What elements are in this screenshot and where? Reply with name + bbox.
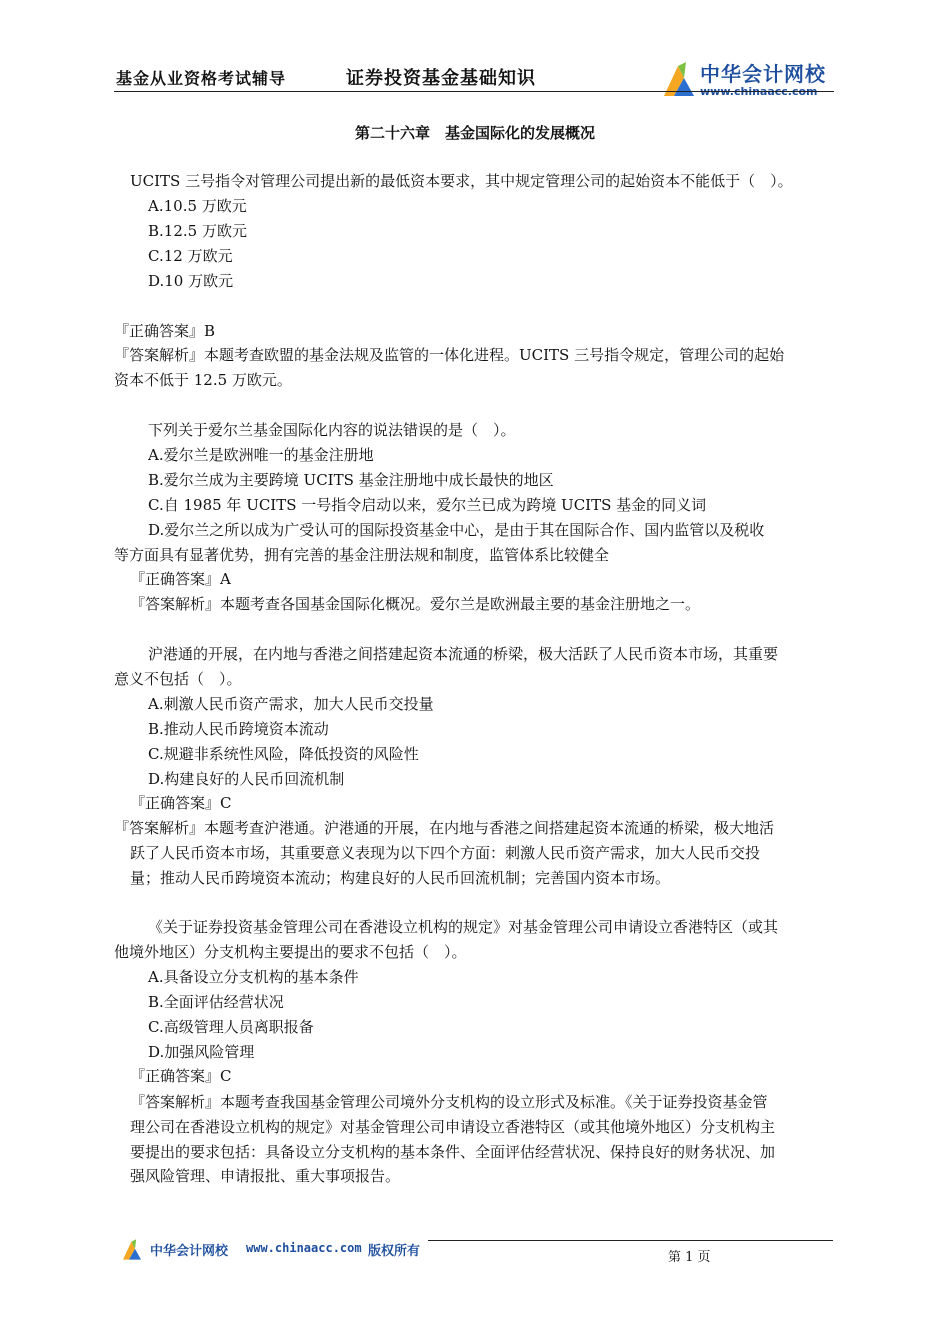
- q3-analysis-line: 跃了人民币资本市场，其重要意义表现为以下四个方面：刺激人民币资产需求，加大人民币交投: [130, 844, 761, 862]
- q4-analysis-line: 理公司在香港设立机构的规定》对基金管理公司申请设立香港特区（或其他境外地区）分支机构主: [130, 1118, 776, 1136]
- q3-option-b: B.推动人民币跨境资本流动: [148, 720, 329, 738]
- q1-answer: 『正确答案』B: [114, 322, 216, 340]
- q1-option-a: A.10.5 万欧元: [148, 197, 247, 215]
- q1-stem: UCITS 三号指令对管理公司提出新的最低资本要求，其中规定管理公司的起始资本不能低于（ ）。: [130, 172, 793, 190]
- chapter-title: 第二十六章 基金国际化的发展概况: [354, 124, 595, 142]
- q2-stem: 下列关于爱尔兰基金国际化内容的说法错误的是（ ）。: [148, 421, 516, 439]
- q1-analysis-line: 『答案解析』本题考查欧盟的基金法规及监管的一体化进程。UCITS 三号指令规定，管理公司的起始: [114, 346, 785, 364]
- q4-stem-cont: 他境外地区）分支机构主要提出的要求不包括（ ）。: [114, 943, 467, 961]
- q3-answer: 『正确答案』C: [130, 794, 232, 812]
- q2-option-d: D.爱尔兰之所以成为广受认可的国际投资基金中心，是由于其在国际合作、国内监管以及税收: [148, 521, 765, 539]
- site-logo: [660, 58, 840, 104]
- header-exam-title: 基金从业资格考试辅导: [116, 69, 287, 88]
- logo-triangle-icon: [660, 60, 698, 100]
- q4-option-c: C.高级管理人员离职报备: [148, 1018, 314, 1036]
- q4-option-a: A.具备设立分支机构的基本条件: [148, 968, 359, 986]
- q3-stem: 沪港通的开展，在内地与香港之间搭建起资本流通的桥梁，极大活跃了人民币资本市场，其重要: [148, 645, 779, 663]
- q1-option-b: B.12.5 万欧元: [148, 222, 247, 240]
- q3-option-c: C.规避非系统性风险，降低投资的风险性: [148, 745, 419, 763]
- q3-option-d: D.构建良好的人民币回流机制: [148, 770, 345, 788]
- header-subject: 证券投资基金基础知识: [346, 68, 536, 89]
- footer-logo-icon: [118, 1238, 146, 1262]
- q3-analysis-line: 量；推动人民币跨境资本流动；构建良好的人民币回流机制；完善国内资本市场。: [130, 869, 671, 887]
- footer-brand: [118, 1236, 448, 1262]
- q3-stem-cont: 意义不包括（ ）。: [114, 670, 242, 688]
- q4-option-d: D.加强风险管理: [148, 1043, 255, 1061]
- q2-option-d-cont: 等方面具有显著优势，拥有完善的基金注册法规和制度，监管体系比较健全: [114, 546, 610, 564]
- q1-option-d: D.10 万欧元: [148, 272, 234, 290]
- footer-copyright: 版权所有: [368, 1244, 421, 1259]
- header-rule: [114, 91, 834, 92]
- q1-option-c: C.12 万欧元: [148, 247, 233, 265]
- q1-analysis-line: 资本不低于 12.5 万欧元。: [114, 371, 292, 389]
- q2-analysis-line: 『答案解析』本题考查各国基金国际化概况。爱尔兰是欧洲最主要的基金注册地之一。: [130, 595, 701, 613]
- q4-analysis-line: 强风险管理、申请报批、重大事项报告。: [130, 1167, 401, 1185]
- q4-stem: 《关于证券投资基金管理公司在香港设立机构的规定》对基金管理公司申请设立香港特区（或其: [148, 918, 779, 936]
- q4-analysis-line: 要提出的要求包括：具备设立分支机构的基本条件、全面评估经营状况、保持良好的财务状况、加: [130, 1143, 776, 1161]
- q2-option-c: C.自 1985 年 UCITS 一号指令启动以来，爱尔兰已成为跨境 UCITS 基金的同义词: [148, 496, 707, 514]
- footer-brand-text: 中华会计网校: [150, 1244, 229, 1259]
- logo-text: 中华会计网校: [700, 62, 826, 86]
- q2-option-b: B.爱尔兰成为主要跨境 UCITS 基金注册地中成长最快的地区: [148, 471, 554, 489]
- q4-option-b: B.全面评估经营状况: [148, 993, 284, 1011]
- page-number: 第 1 页: [668, 1250, 711, 1265]
- q2-answer: 『正确答案』A: [130, 570, 231, 588]
- logo-url: www.chinaacc.com: [700, 85, 818, 98]
- footer-rule: [428, 1240, 833, 1241]
- q3-option-a: A.刺激人民币资产需求，加大人民币交投量: [148, 695, 434, 713]
- q4-answer: 『正确答案』C: [130, 1067, 232, 1085]
- q3-analysis-line: 『答案解析』本题考查沪港通。沪港通的开展，在内地与香港之间搭建起资本流通的桥梁，极大地活: [114, 819, 775, 837]
- q2-option-a: A.爱尔兰是欧洲唯一的基金注册地: [148, 446, 374, 464]
- q4-analysis-line: 『答案解析』本题考查我国基金管理公司境外分支机构的设立形式及标准。《关于证券投资基金管: [130, 1093, 768, 1111]
- footer-url[interactable]: www.chinaacc.com: [246, 1241, 362, 1255]
